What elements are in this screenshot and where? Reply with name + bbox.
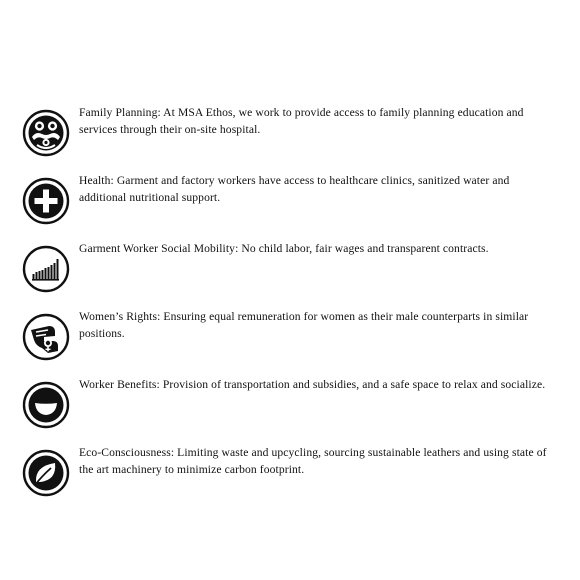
womens-rights-text: Women’s Rights: Ensuring equal remuneration for women as their male counterparts in similar positions. xyxy=(79,310,529,340)
list-item-social-mobility xyxy=(22,240,562,300)
list-item-health xyxy=(22,172,562,232)
list-item-family-planning xyxy=(22,104,562,164)
health-cross-icon xyxy=(22,177,70,225)
list-item-eco-consciousness xyxy=(22,444,562,504)
health-text: Health: Garment and factory workers have access to healthcare clinics, sanitized water and additional nutritional support. xyxy=(79,174,510,204)
eco-consciousness-text: Eco-Consciousness: Limiting waste and upcycling, sourcing sustainable leathers and using state of the art machinery to minimize carbon footprint. xyxy=(79,446,547,476)
leaf-icon xyxy=(22,449,70,497)
family-planning-icon xyxy=(22,109,70,157)
bar-graph-icon xyxy=(22,245,70,293)
social-mobility-text: Garment Worker Social Mobility: No child labor, fair wages and transparent contracts. xyxy=(79,242,489,255)
worker-benefits-text: Worker Benefits: Provision of transportation and subsidies, and a safe space to relax and socialize. xyxy=(79,378,546,391)
womens-rights-icon xyxy=(22,313,70,361)
smile-icon xyxy=(22,381,70,429)
list-item-womens-rights xyxy=(22,308,562,368)
family-planning-text: Family Planning: At MSA Ethos, we work to provide access to family planning education and services through their on-site hospital. xyxy=(79,106,524,136)
list-item-worker-benefits xyxy=(22,376,562,436)
